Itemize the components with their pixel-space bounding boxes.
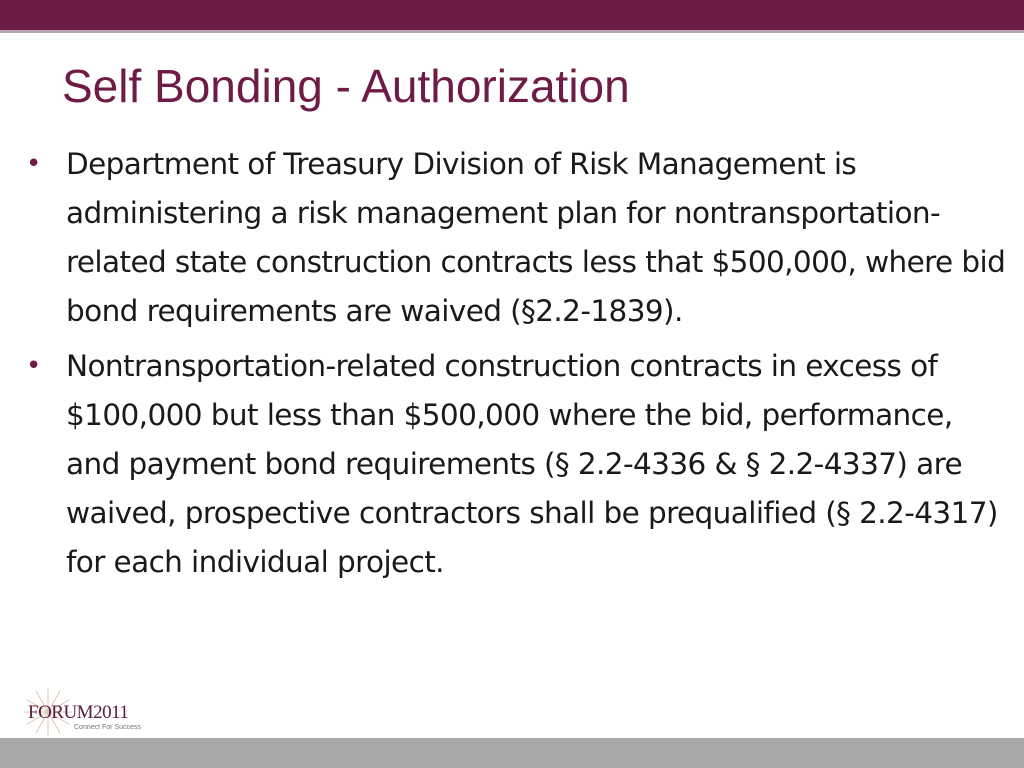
- forum-logo: [18, 686, 148, 738]
- bullet-item: [26, 140, 1006, 336]
- bullet-text: Department of Treasury Division of Risk Management is administering a risk management plan for nontransportation-related state construction contracts less that $500,000, where bid bond requirements are waived (§2.2-1839).: [66, 147, 1006, 328]
- bullet-marker-icon: •: [26, 351, 41, 381]
- bullet-marker-icon: •: [26, 149, 41, 179]
- slide-title: Self Bonding - Authorization: [62, 60, 630, 112]
- top-header-bar: [0, 0, 1024, 33]
- bullet-list: [26, 140, 1006, 593]
- bullet-text: Nontransportation-related construction contracts in excess of $100,000 but less than $500,000 where the bid, performance, and payment bond requirements (§ 2.2-4336 & § 2.2-4337) are waived, prospective contractors shall be prequalified (§ 2.2-4317) for each individual project.: [66, 349, 998, 579]
- logo-wordmark: FORUM2011: [28, 702, 129, 723]
- bullet-item: [26, 342, 1006, 587]
- bottom-footer-bar: [0, 738, 1024, 768]
- logo-tagline: Connect For Success: [74, 724, 141, 731]
